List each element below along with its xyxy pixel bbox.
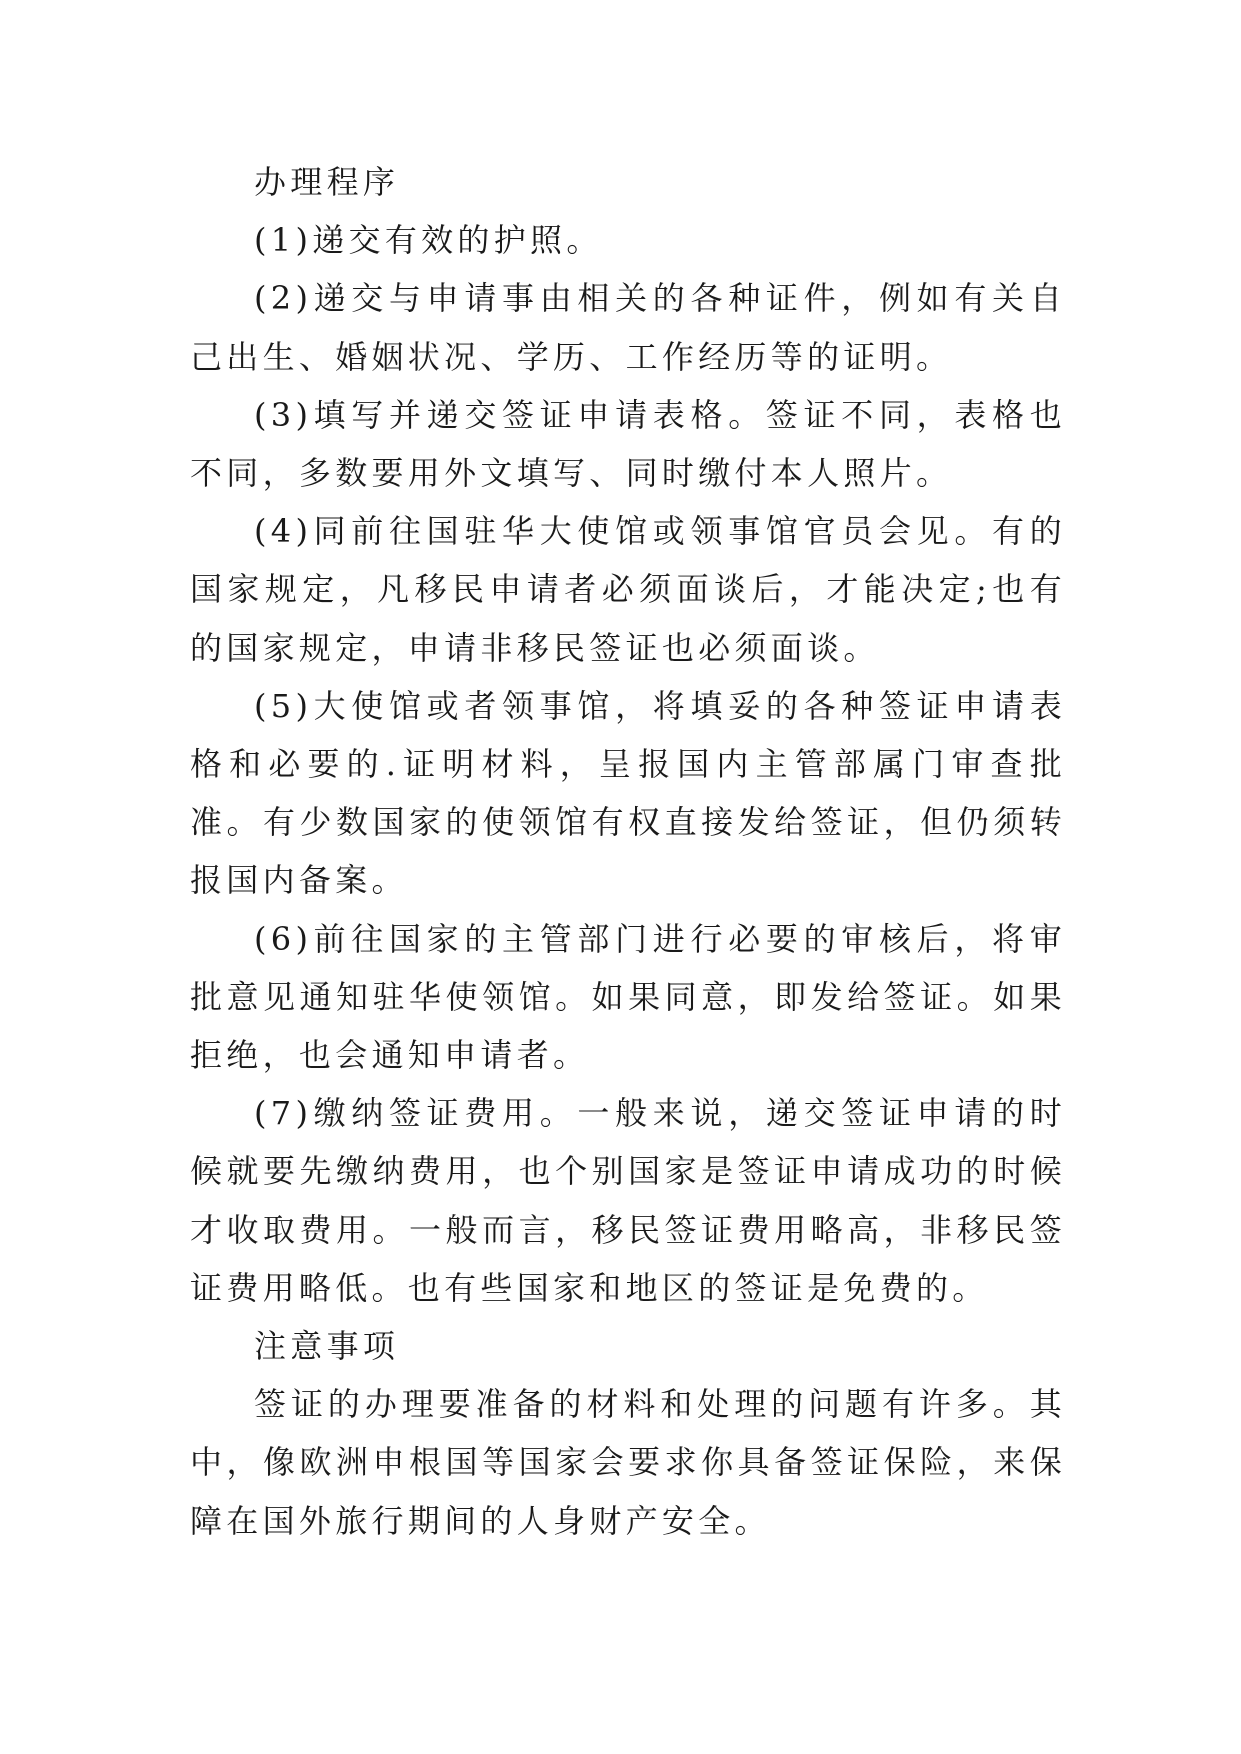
step-2: (2)递交与申请事由相关的各种证件，例如有关自己出生、婚姻状况、学历、工作经历等的证明。 <box>190 279 1066 376</box>
step-3: (3)填写并递交签证申请表格。签证不同，表格也不同，多数要用外文填写、同时缴付本人照片。 <box>190 395 1066 493</box>
procedure-heading: 办理程序 <box>254 163 400 201</box>
notes-heading: 注意事项 <box>254 1327 400 1366</box>
step-4: (4)同前往国驻华大使馆或领事馆官员会见。有的国家规定，凡移民申请者必须面谈后，才能决定;也有的国家规定，申请非移民签证也必须面谈。 <box>190 512 1066 667</box>
step-5: (5)大使馆或者领事馆，将填妥的各种签证申请表格和必要的.证明材料，呈报国内主管部属门审查批准。有少数国家的使领馆有权直接发给签证，但仍须转报国内备案。 <box>190 686 1066 900</box>
step-7: (7)缴纳签证费用。一般来说，递交签证申请的时候就要先缴纳费用，也个别国家是签证申请成功的时候才收取费用。一般而言，移民签证费用略高，非移民签证费用略低。也有些国家和地区的签证是免费的。 <box>190 1094 1066 1307</box>
document-body <box>190 153 1066 1550</box>
notes-paragraph: 签证的办理要准备的材料和处理的问题有许多。其中，像欧洲申根国等国家会要求你具备签证保险，来保障在国外旅行期间的人身财产安全。 <box>190 1385 1066 1540</box>
step-1: (1)递交有效的护照。 <box>254 221 603 260</box>
step-6: (6)前往国家的主管部门进行必要的审核后，将审批意见通知驻华使领馆。如果同意，即发给签证。如果拒绝，也会通知申请者。 <box>190 919 1066 1075</box>
